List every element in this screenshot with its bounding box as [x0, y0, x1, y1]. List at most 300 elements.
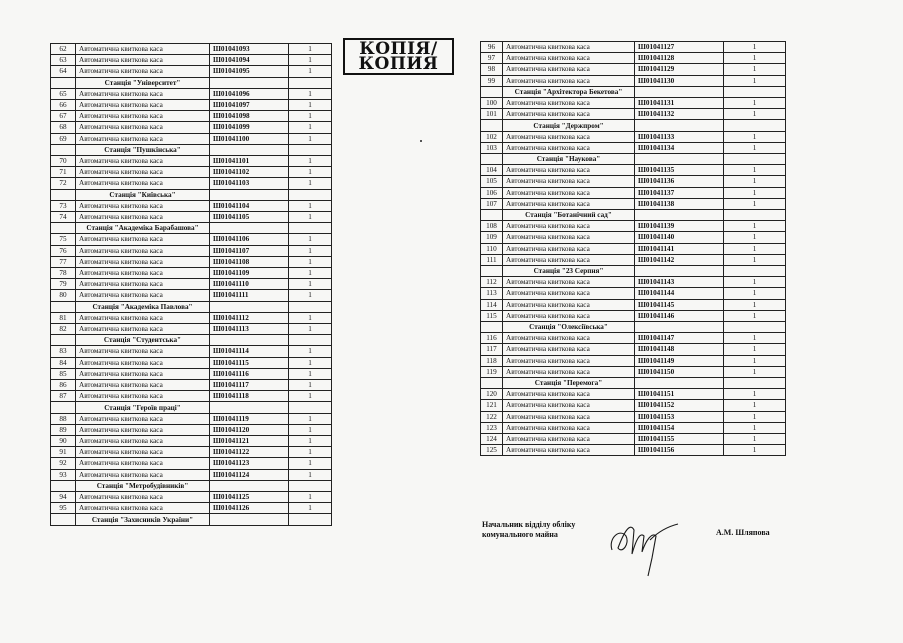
row-number: 115 [481, 310, 503, 321]
item-name: Автоматична квиткова каса [76, 492, 210, 503]
quantity: 1 [289, 380, 332, 391]
table-row [51, 234, 332, 245]
empty-cell [210, 514, 289, 525]
inventory-code: Ш01041101 [210, 156, 289, 167]
inventory-code: Ш01041093 [210, 44, 289, 55]
row-number: 118 [481, 355, 503, 366]
empty-cell [51, 335, 76, 346]
inventory-code: Ш01041145 [635, 299, 724, 310]
right-inventory-table [480, 41, 786, 456]
quantity: 1 [724, 411, 786, 422]
row-number: 100 [481, 98, 503, 109]
row-number: 66 [51, 100, 76, 111]
table-row [481, 165, 786, 176]
quantity: 1 [724, 310, 786, 321]
inventory-code: Ш01041150 [635, 366, 724, 377]
quantity: 1 [724, 299, 786, 310]
row-number: 102 [481, 131, 503, 142]
item-name: Автоматична квиткова каса [76, 346, 210, 357]
inventory-code: Ш01041106 [210, 234, 289, 245]
table-row [481, 53, 786, 64]
empty-cell [724, 266, 786, 277]
quantity: 1 [289, 234, 332, 245]
row-number: 75 [51, 234, 76, 245]
row-number: 84 [51, 357, 76, 368]
item-name: Автоматична квиткова каса [503, 355, 635, 366]
inventory-code: Ш01041103 [210, 178, 289, 189]
item-name: Автоматична квиткова каса [503, 198, 635, 209]
row-number: 108 [481, 221, 503, 232]
table-row [481, 42, 786, 53]
item-name: Автоматична квиткова каса [503, 109, 635, 120]
station-title: Станція "Захисників України" [76, 514, 210, 525]
row-number: 117 [481, 344, 503, 355]
quantity: 1 [289, 122, 332, 133]
empty-cell [210, 189, 289, 200]
empty-cell [210, 77, 289, 88]
empty-cell [51, 223, 76, 234]
item-name: Автоматична квиткова каса [76, 268, 210, 279]
item-name: Автоматична квиткова каса [76, 413, 210, 424]
station-title: Станція "Олексіївська" [503, 322, 635, 333]
quantity: 1 [724, 333, 786, 344]
item-name: Автоматична квиткова каса [76, 458, 210, 469]
quantity: 1 [724, 400, 786, 411]
station-title: Станція "Академіка Барабашова" [76, 223, 210, 234]
item-name: Автоматична квиткова каса [503, 288, 635, 299]
item-name: Автоматична квиткова каса [503, 98, 635, 109]
table-row [51, 503, 332, 514]
inventory-code: Ш01041117 [210, 380, 289, 391]
row-number: 99 [481, 75, 503, 86]
empty-cell [724, 378, 786, 389]
quantity: 1 [289, 290, 332, 301]
table-row [481, 142, 786, 153]
empty-cell [724, 86, 786, 97]
empty-cell [210, 335, 289, 346]
inventory-code: Ш01041102 [210, 167, 289, 178]
table-row [51, 436, 332, 447]
item-name: Автоматична квиткова каса [503, 53, 635, 64]
empty-cell [481, 154, 503, 165]
item-name: Автоматична квиткова каса [76, 234, 210, 245]
table-row [481, 333, 786, 344]
quantity: 1 [724, 243, 786, 254]
empty-cell [635, 120, 724, 131]
quantity: 1 [289, 268, 332, 279]
station-row [51, 144, 332, 155]
item-name: Автоматична квиткова каса [503, 165, 635, 176]
empty-cell [635, 86, 724, 97]
empty-cell [724, 322, 786, 333]
quantity: 1 [289, 436, 332, 447]
inventory-code: Ш01041131 [635, 98, 724, 109]
station-title: Станція "23 Серпня" [503, 266, 635, 277]
quantity: 1 [724, 98, 786, 109]
row-number: 86 [51, 380, 76, 391]
empty-cell [51, 77, 76, 88]
inventory-code: Ш01041148 [635, 344, 724, 355]
quantity: 1 [289, 200, 332, 211]
empty-cell [724, 210, 786, 221]
station-row [51, 480, 332, 491]
row-number: 65 [51, 88, 76, 99]
empty-cell [210, 223, 289, 234]
empty-cell [481, 378, 503, 389]
empty-cell [51, 301, 76, 312]
station-title: Станція "Ботанічний сад" [503, 210, 635, 221]
row-number: 90 [51, 436, 76, 447]
quantity: 1 [724, 165, 786, 176]
item-name: Автоматична квиткова каса [503, 333, 635, 344]
quantity: 1 [724, 288, 786, 299]
inventory-code: Ш01041098 [210, 111, 289, 122]
quantity: 1 [289, 212, 332, 223]
inventory-code: Ш01041134 [635, 142, 724, 153]
item-name: Автоматична квиткова каса [503, 366, 635, 377]
table-row [481, 75, 786, 86]
item-name: Автоматична квиткова каса [503, 422, 635, 433]
item-name: Автоматична квиткова каса [503, 243, 635, 254]
empty-cell [289, 144, 332, 155]
item-name: Автоматична квиткова каса [76, 503, 210, 514]
item-name: Автоматична квиткова каса [76, 357, 210, 368]
item-name: Автоматична квиткова каса [76, 44, 210, 55]
item-name: Автоматична квиткова каса [76, 200, 210, 211]
row-number: 87 [51, 391, 76, 402]
table-row [51, 212, 332, 223]
inventory-code: Ш01041128 [635, 53, 724, 64]
quantity: 1 [289, 55, 332, 66]
station-title: Станція "Держпром" [503, 120, 635, 131]
quantity: 1 [724, 64, 786, 75]
inventory-code: Ш01041133 [635, 131, 724, 142]
quantity: 1 [724, 198, 786, 209]
inventory-code: Ш01041105 [210, 212, 289, 223]
empty-cell [724, 154, 786, 165]
quantity: 1 [289, 312, 332, 323]
table-row [51, 44, 332, 55]
station-title: Станція "Наукова" [503, 154, 635, 165]
empty-cell [481, 86, 503, 97]
item-name: Автоматична квиткова каса [503, 142, 635, 153]
quantity: 1 [289, 279, 332, 290]
table-row [481, 366, 786, 377]
quantity: 1 [289, 357, 332, 368]
row-number: 81 [51, 312, 76, 323]
empty-cell [289, 480, 332, 491]
copy-stamp [343, 38, 454, 75]
table-row [51, 380, 332, 391]
empty-cell [210, 402, 289, 413]
inventory-code: Ш01041126 [210, 503, 289, 514]
inventory-code: Ш01041100 [210, 133, 289, 144]
inventory-code: Ш01041143 [635, 277, 724, 288]
inventory-code: Ш01041114 [210, 346, 289, 357]
item-name: Автоматична квиткова каса [76, 469, 210, 480]
inventory-code: Ш01041139 [635, 221, 724, 232]
item-name: Автоматична квиткова каса [76, 368, 210, 379]
table-row [51, 391, 332, 402]
table-row [51, 55, 332, 66]
row-number: 64 [51, 66, 76, 77]
row-number: 123 [481, 422, 503, 433]
table-row [481, 355, 786, 366]
quantity: 1 [289, 458, 332, 469]
row-number: 83 [51, 346, 76, 357]
inventory-code: Ш01041144 [635, 288, 724, 299]
quantity: 1 [289, 391, 332, 402]
empty-cell [635, 210, 724, 221]
item-name: Автоматична квиткова каса [76, 66, 210, 77]
table-row [481, 109, 786, 120]
row-number: 120 [481, 389, 503, 400]
table-row [481, 400, 786, 411]
quantity: 1 [289, 100, 332, 111]
quantity: 1 [289, 503, 332, 514]
item-name: Автоматична квиткова каса [76, 167, 210, 178]
station-row [51, 189, 332, 200]
inventory-code: Ш01041099 [210, 122, 289, 133]
inventory-code: Ш01041113 [210, 324, 289, 335]
inventory-code: Ш01041146 [635, 310, 724, 321]
row-number: 80 [51, 290, 76, 301]
row-number: 93 [51, 469, 76, 480]
position-line2: комунального майна [482, 530, 558, 539]
row-number: 77 [51, 256, 76, 267]
table-row [51, 413, 332, 424]
quantity: 1 [289, 256, 332, 267]
item-name: Автоматична квиткова каса [76, 279, 210, 290]
empty-cell [289, 77, 332, 88]
quantity: 1 [289, 324, 332, 335]
table-row [51, 469, 332, 480]
quantity: 1 [724, 131, 786, 142]
inventory-code: Ш01041108 [210, 256, 289, 267]
inventory-code: Ш01041109 [210, 268, 289, 279]
item-name: Автоматична квиткова каса [503, 187, 635, 198]
table-row [481, 422, 786, 433]
table-row [51, 111, 332, 122]
row-number: 92 [51, 458, 76, 469]
scan-speck [420, 140, 422, 142]
quantity: 1 [724, 176, 786, 187]
item-name: Автоматична квиткова каса [503, 277, 635, 288]
inventory-code: Ш01041124 [210, 469, 289, 480]
row-number: 79 [51, 279, 76, 290]
inventory-code: Ш01041154 [635, 422, 724, 433]
quantity: 1 [724, 366, 786, 377]
table-row [481, 277, 786, 288]
table-row [51, 178, 332, 189]
station-row [51, 77, 332, 88]
table-row [51, 200, 332, 211]
empty-cell [481, 322, 503, 333]
table-row [481, 64, 786, 75]
row-number: 94 [51, 492, 76, 503]
row-number: 110 [481, 243, 503, 254]
quantity: 1 [724, 221, 786, 232]
inventory-code: Ш01041104 [210, 200, 289, 211]
row-number: 112 [481, 277, 503, 288]
quantity: 1 [724, 445, 786, 456]
empty-cell [210, 480, 289, 491]
empty-cell [635, 322, 724, 333]
empty-cell [289, 301, 332, 312]
station-row [481, 210, 786, 221]
quantity: 1 [289, 178, 332, 189]
quantity: 1 [724, 422, 786, 433]
table-row [51, 122, 332, 133]
item-name: Автоматична квиткова каса [76, 290, 210, 301]
row-number: 67 [51, 111, 76, 122]
empty-cell [51, 144, 76, 155]
quantity: 1 [724, 344, 786, 355]
row-number: 91 [51, 447, 76, 458]
row-number: 68 [51, 122, 76, 133]
position-line1: Начальник відділу обліку [482, 520, 576, 529]
quantity: 1 [289, 368, 332, 379]
item-name: Автоматична квиткова каса [76, 447, 210, 458]
table-row [51, 346, 332, 357]
table-row [51, 268, 332, 279]
inventory-code: Ш01041149 [635, 355, 724, 366]
item-name: Автоматична квиткова каса [503, 254, 635, 265]
item-name: Автоматична квиткова каса [76, 133, 210, 144]
item-name: Автоматична квиткова каса [76, 324, 210, 335]
row-number: 104 [481, 165, 503, 176]
inventory-code: Ш01041151 [635, 389, 724, 400]
table-row [51, 167, 332, 178]
row-number: 63 [51, 55, 76, 66]
quantity: 1 [724, 355, 786, 366]
quantity: 1 [289, 88, 332, 99]
empty-cell [51, 402, 76, 413]
table-row [51, 324, 332, 335]
row-number: 62 [51, 44, 76, 55]
station-row [481, 120, 786, 131]
item-name: Автоматична квиткова каса [503, 75, 635, 86]
inventory-code: Ш01041119 [210, 413, 289, 424]
item-name: Автоматична квиткова каса [76, 55, 210, 66]
item-name: Автоматична квиткова каса [503, 411, 635, 422]
inventory-code: Ш01041136 [635, 176, 724, 187]
table-row [481, 411, 786, 422]
station-title: Станція "Героїв праці" [76, 402, 210, 413]
empty-cell [51, 189, 76, 200]
inventory-code: Ш01041130 [635, 75, 724, 86]
inventory-code: Ш01041129 [635, 64, 724, 75]
table-row [481, 299, 786, 310]
station-title: Станція "Університет" [76, 77, 210, 88]
inventory-code: Ш01041141 [635, 243, 724, 254]
inventory-code: Ш01041118 [210, 391, 289, 402]
item-name: Автоматична квиткова каса [76, 391, 210, 402]
signatory-position [482, 520, 575, 540]
inventory-code: Ш01041120 [210, 424, 289, 435]
left-inventory-table [50, 43, 332, 526]
station-title: Станція "Академіка Павлова" [76, 301, 210, 312]
item-name: Автоматична квиткова каса [503, 434, 635, 445]
empty-cell [51, 514, 76, 525]
table-row [481, 389, 786, 400]
table-row [481, 176, 786, 187]
quantity: 1 [289, 424, 332, 435]
table-row [51, 492, 332, 503]
row-number: 95 [51, 503, 76, 514]
row-number: 89 [51, 424, 76, 435]
station-row [481, 86, 786, 97]
row-number: 109 [481, 232, 503, 243]
item-name: Автоматична квиткова каса [503, 176, 635, 187]
item-name: Автоматична квиткова каса [76, 156, 210, 167]
row-number: 73 [51, 200, 76, 211]
inventory-code: Ш01041107 [210, 245, 289, 256]
table-row [51, 357, 332, 368]
table-row [51, 424, 332, 435]
item-name: Автоматична квиткова каса [503, 64, 635, 75]
empty-cell [210, 301, 289, 312]
table-row [51, 100, 332, 111]
stamp-line1: КОПІЯ/ [359, 39, 438, 59]
inventory-code: Ш01041111 [210, 290, 289, 301]
quantity: 1 [724, 254, 786, 265]
table-row [481, 344, 786, 355]
station-row [481, 154, 786, 165]
item-name: Автоматична квиткова каса [503, 232, 635, 243]
row-number: 116 [481, 333, 503, 344]
station-row [51, 223, 332, 234]
item-name: Автоматична квиткова каса [503, 344, 635, 355]
table-row [51, 290, 332, 301]
item-name: Автоматична квиткова каса [76, 88, 210, 99]
quantity: 1 [724, 434, 786, 445]
item-name: Автоматична квиткова каса [76, 312, 210, 323]
row-number: 72 [51, 178, 76, 189]
handwritten-signature [600, 510, 680, 580]
empty-cell [481, 120, 503, 131]
quantity: 1 [289, 167, 332, 178]
quantity: 1 [289, 413, 332, 424]
station-title: Станція "Архітектора Бекетова" [503, 86, 635, 97]
table-row [481, 288, 786, 299]
item-name: Автоматична квиткова каса [503, 389, 635, 400]
inventory-code: Ш01041110 [210, 279, 289, 290]
station-title: Станція "Пушкінська" [76, 144, 210, 155]
row-number: 101 [481, 109, 503, 120]
row-number: 113 [481, 288, 503, 299]
row-number: 106 [481, 187, 503, 198]
item-name: Автоматична квиткова каса [503, 131, 635, 142]
quantity: 1 [289, 156, 332, 167]
empty-cell [635, 378, 724, 389]
station-row [51, 402, 332, 413]
quantity: 1 [724, 187, 786, 198]
row-number: 85 [51, 368, 76, 379]
quantity: 1 [724, 109, 786, 120]
station-title: Станція "Студентська" [76, 335, 210, 346]
empty-cell [635, 266, 724, 277]
empty-cell [289, 189, 332, 200]
item-name: Автоматична квиткова каса [503, 445, 635, 456]
station-row [51, 514, 332, 525]
quantity: 1 [289, 111, 332, 122]
item-name: Автоматична квиткова каса [76, 380, 210, 391]
inventory-code: Ш01041132 [635, 109, 724, 120]
empty-cell [51, 480, 76, 491]
inventory-code: Ш01041155 [635, 434, 724, 445]
inventory-code: Ш01041112 [210, 312, 289, 323]
